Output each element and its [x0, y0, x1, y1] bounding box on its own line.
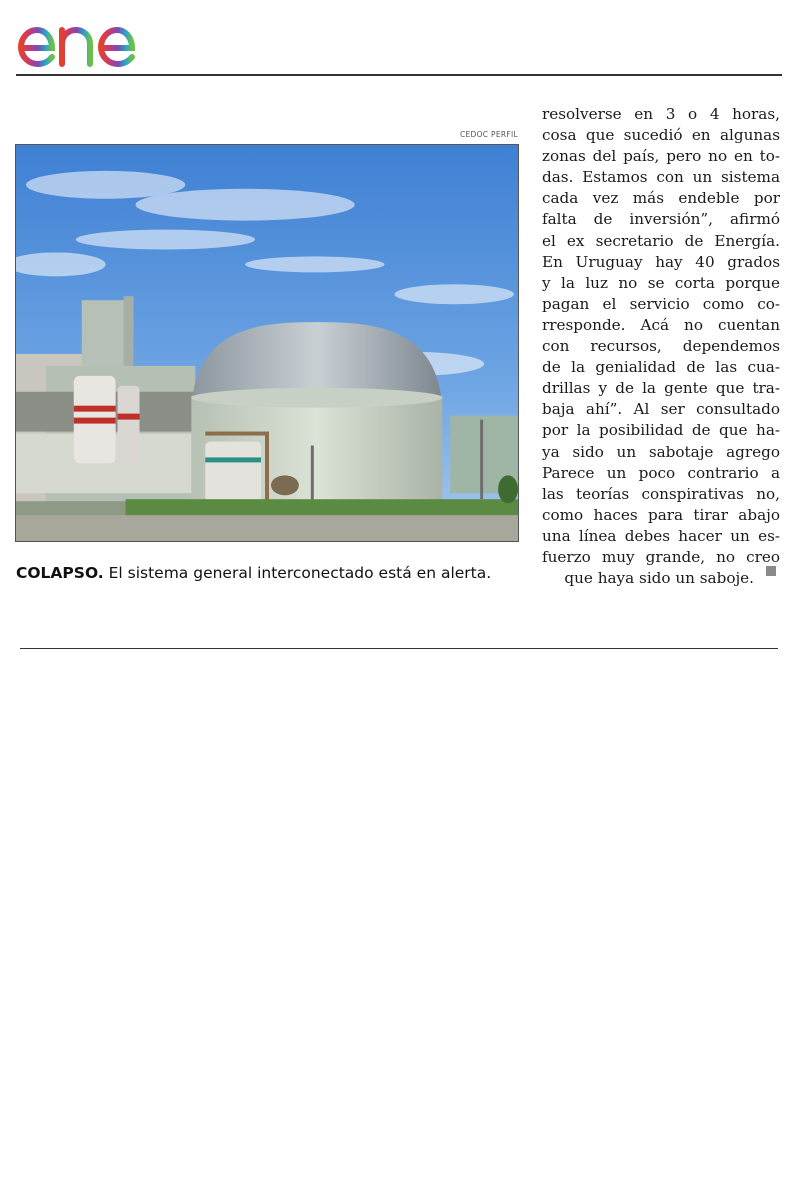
footer-rule: [20, 648, 778, 649]
article-line: de la genialidad de las cua-: [542, 358, 780, 377]
article-line: cosa que sucedió en algunas: [542, 126, 780, 145]
photo-credit: CEDOC PERFIL: [459, 130, 518, 139]
article-column: [542, 104, 780, 589]
article-line: fuerzo muy grande, no creo: [542, 547, 780, 566]
article-line: con recursos, dependemos: [542, 337, 780, 356]
article-line: resolverse en 3 o 4 horas,: [542, 105, 780, 123]
article-line: el ex secretario de Energía.: [542, 231, 780, 250]
article-line: cada vez más endeble por: [542, 189, 780, 208]
article-line: En Uruguay hay 40 grados: [542, 252, 780, 271]
power-plant-photo: [15, 144, 519, 542]
article-line: las teorías conspirativas no,: [542, 484, 780, 503]
article-line: que haya sido un saboje.: [564, 569, 754, 588]
photo-caption: [16, 563, 526, 583]
article-line: una línea debes hacer un es-: [542, 526, 780, 545]
article-line: como haces para tirar abajo: [542, 505, 780, 524]
article-line: falta de inversión”, afirmó: [542, 210, 780, 229]
caption-text: El sistema general interconectado está en alerta.: [108, 564, 492, 582]
article-line: zonas del país, pero no en to-: [542, 147, 780, 166]
article-line: ya sido un sabotaje agrego: [542, 442, 780, 461]
article-line: drillas y de la gente que tra-: [542, 379, 780, 398]
article-line: das. Estamos con un sistema: [542, 168, 780, 187]
article-line: rresponde. Acá no cuentan: [542, 315, 780, 334]
article-end-mark: [766, 566, 776, 576]
article-line: pagan el servicio como co-: [542, 294, 780, 313]
caption-kicker: COLAPSO.: [16, 564, 104, 582]
enel-logo: [14, 14, 172, 70]
article-line: Parece un poco contrario a: [542, 463, 780, 482]
article-line: y la luz no se corta porque: [542, 273, 780, 292]
header-rule: [16, 74, 782, 76]
article-line: baja ahí”. Al ser consultado: [542, 400, 780, 419]
article-line: por la posibilidad de que ha-: [542, 421, 780, 440]
